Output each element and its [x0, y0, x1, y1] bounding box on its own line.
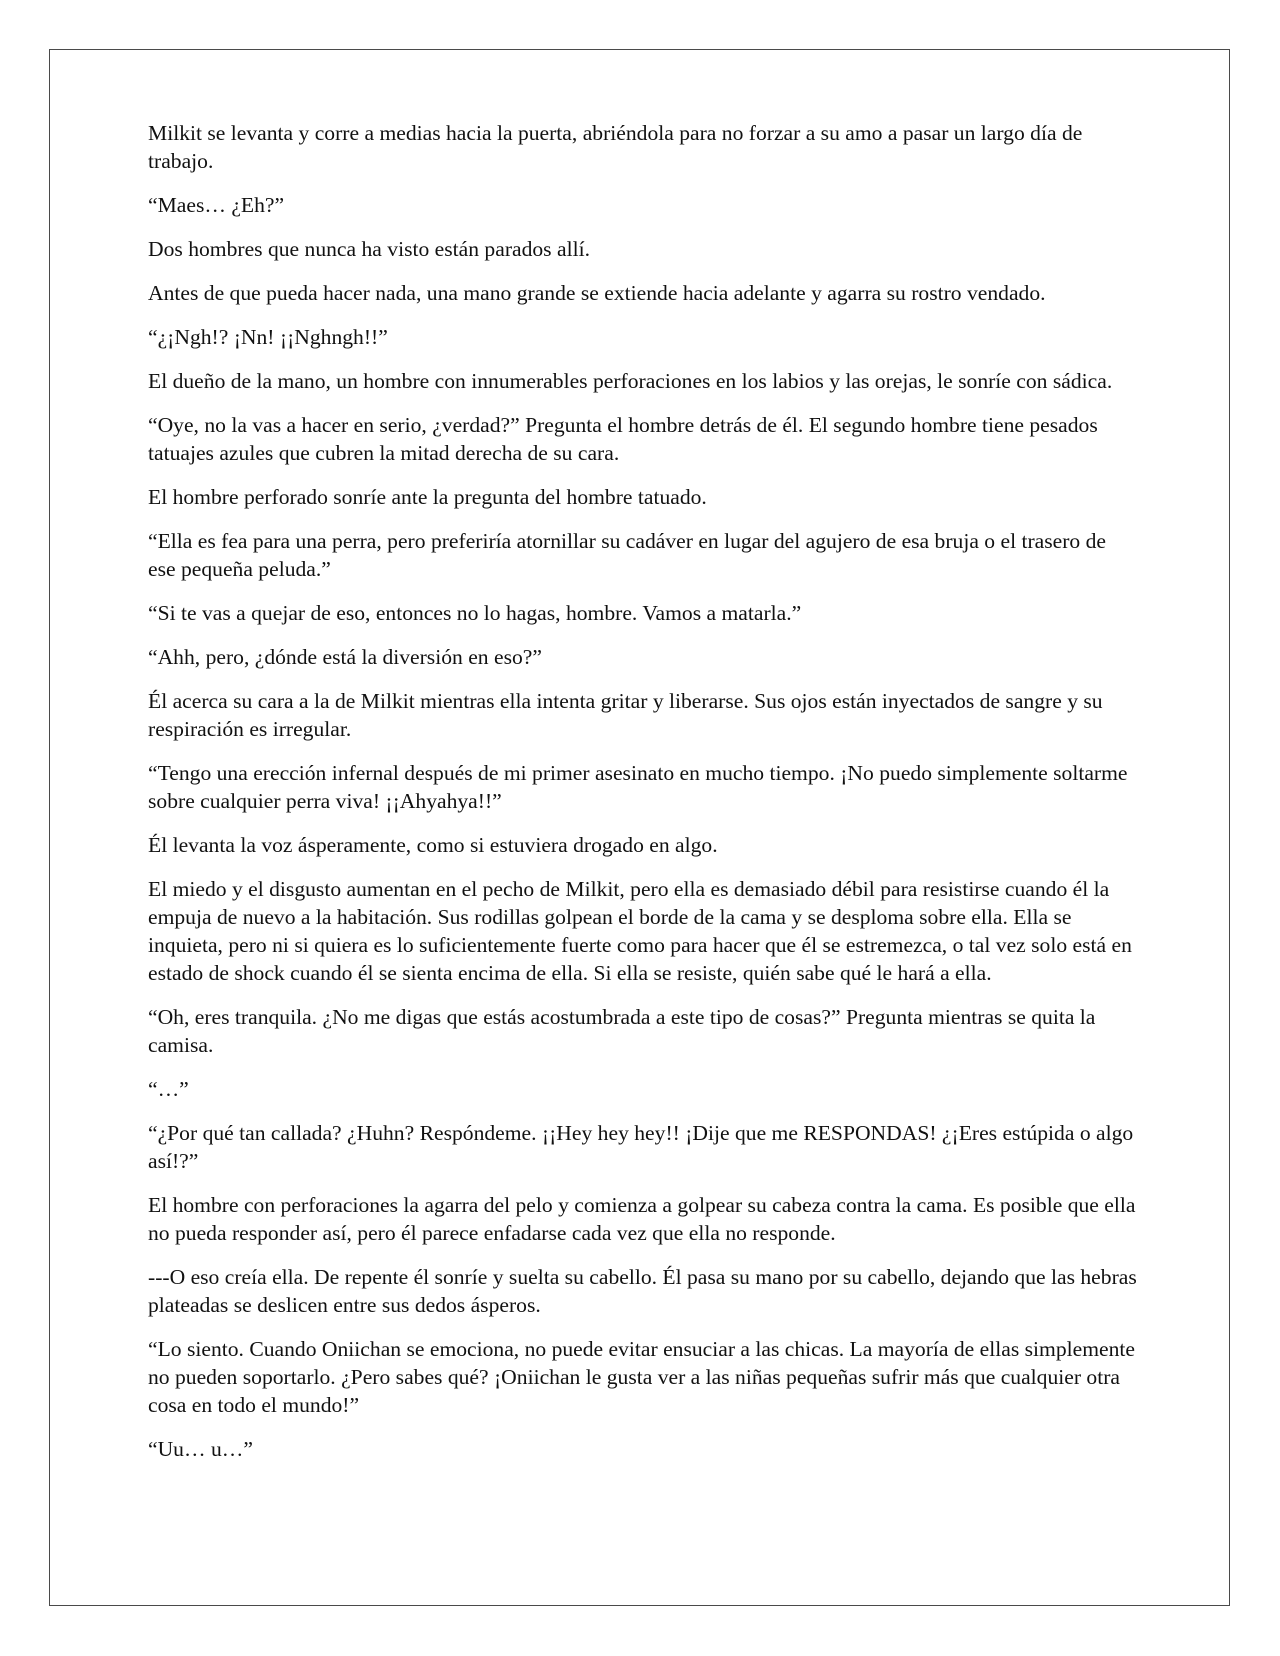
paragraph: Él levanta la voz ásperamente, como si estuviera drogado en algo. — [148, 833, 718, 857]
paragraph: “Uu… u…” — [148, 1437, 253, 1461]
paragraph: Él acerca su cara a la de Milkit mientras ella intenta gritar y liberarse. Sus ojos están inyectados de sangre y su respiración es irregular. — [148, 689, 1103, 741]
paragraph: “Oh, eres tranquila. ¿No me digas que estás acostumbrada a este tipo de cosas?” Pregunta mientras se quita la camisa. — [148, 1005, 1096, 1057]
document-body — [148, 119, 1138, 1479]
paragraph: “¿¡Ngh!? ¡Nn! ¡¡Nghngh!!” — [148, 325, 388, 349]
paragraph: ---O eso creía ella. De repente él sonríe y suelta su cabello. Él pasa su mano por su cabello, dejando que las hebras plateadas se deslicen entre sus dedos ásperos. — [148, 1265, 1137, 1317]
paragraph: El miedo y el disgusto aumentan en el pecho de Milkit, pero ella es demasiado débil para resistirse cuando él la empuja de nuevo a la habitación. Sus rodillas golpean el borde de la cama y se desploma sobre ella. Ella se inquieta, pero ni si quiera es lo suficientemente fuerte como para hacer que él se estremezca, o tal vez solo está en estado de shock cuando él se sienta encima de ella. Si ella se resiste, quién sabe qué le hará a ella. — [148, 877, 1132, 985]
paragraph: Milkit se levanta y corre a medias hacia la puerta, abriéndola para no forzar a su amo a pasar un largo día de trabajo. — [148, 121, 1083, 173]
paragraph: El dueño de la mano, un hombre con innumerables perforaciones en los labios y las orejas, le sonríe con sádica. — [148, 369, 1113, 393]
paragraph: “¿Por qué tan callada? ¿Huhn? Respóndeme. ¡¡Hey hey hey!! ¡Dije que me RESPONDAS! ¿¡Eres estúpida o algo así!?” — [148, 1121, 1134, 1173]
paragraph: Antes de que pueda hacer nada, una mano grande se extiende hacia adelante y agarra su rostro vendado. — [148, 281, 1046, 305]
paragraph: El hombre perforado sonríe ante la pregunta del hombre tatuado. — [148, 485, 707, 509]
paragraph: El hombre con perforaciones la agarra del pelo y comienza a golpear su cabeza contra la cama. Es posible que ella no pueda responder así, pero él parece enfadarse cada vez que ella no responde. — [148, 1193, 1136, 1245]
paragraph: “Si te vas a quejar de eso, entonces no lo hagas, hombre. Vamos a matarla.” — [148, 601, 802, 625]
paragraph: “Tengo una erección infernal después de mi primer asesinato en mucho tiempo. ¡No puedo simplemente soltarme sobre cualquier perra viva! ¡¡Ahyahya!!” — [148, 761, 1128, 813]
paragraph: “…” — [148, 1077, 189, 1101]
paragraph: “Maes… ¿Eh?” — [148, 193, 285, 217]
paragraph: “Ella es fea para una perra, pero preferiría atornillar su cadáver en lugar del agujero de esa bruja o el trasero de ese pequeña peluda.” — [148, 529, 1107, 581]
paragraph: Dos hombres que nunca ha visto están parados allí. — [148, 237, 590, 261]
paragraph: “Oye, no la vas a hacer en serio, ¿verdad?” Pregunta el hombre detrás de él. El segundo hombre tiene pesados tatuajes azules que cubren la mitad derecha de su cara. — [148, 413, 1098, 465]
paragraph: “Lo siento. Cuando Oniichan se emociona, no puede evitar ensuciar a las chicas. La mayoría de ellas simplemente no pueden soportarlo. ¿Pero sabes qué? ¡Oniichan le gusta ver a las niñas pequeñas sufrir más que cualquier otra cosa en todo el mundo!” — [148, 1337, 1135, 1417]
paragraph: “Ahh, pero, ¿dónde está la diversión en eso?” — [148, 645, 542, 669]
